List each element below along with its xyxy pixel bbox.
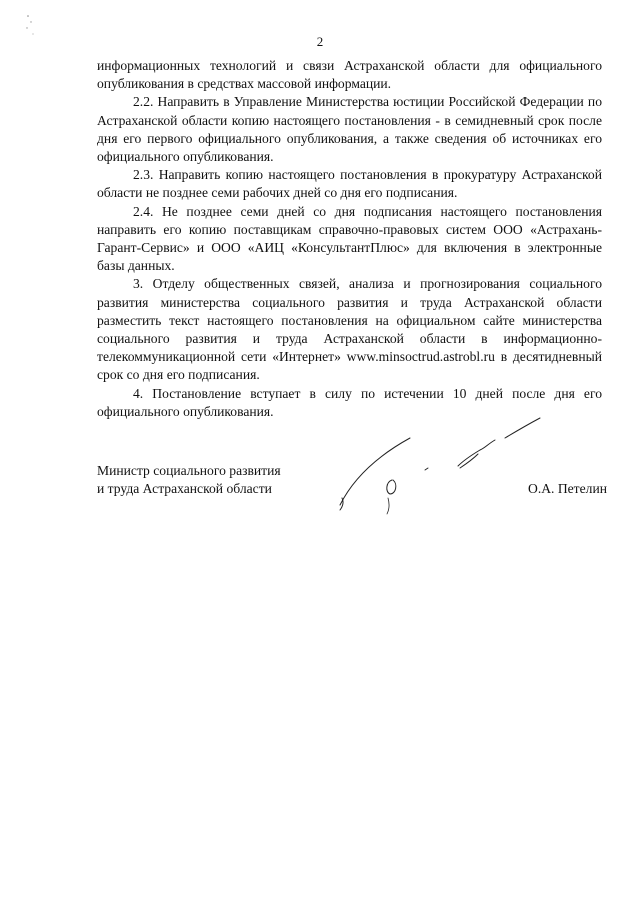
- page-number: 2: [316, 34, 324, 49]
- handwritten-signature: [330, 410, 550, 520]
- paragraph-2-2: 2.2. Направить в Управление Министерства юстиции Российской Федерации по Астраханской области копию настоящего постановления - в семидневный срок после дня его первого официального опубликования, а также сведения об источниках его официального опубликования.: [97, 94, 602, 165]
- signer-title-line1: Министр социального развития: [97, 463, 281, 478]
- paragraph-2-4: 2.4. Не позднее семи дней со дня подписания настоящего постановления направить его копию поставщикам справочно-правовых систем ООО «Астрахань-Гарант-Сервис» и ООО «АИЦ «КонсультантПлюс» для включения в электронные базы данных.: [97, 203, 602, 274]
- paragraph-continuation: информационных технологий и связи Астраханской области для официального опубликования в средствах массовой информации.: [97, 58, 602, 92]
- paragraph-2-3: 2.3. Направить копию настоящего постановления в прокуратуру Астраханской области не позднее семи рабочих дней со дня его подписания.: [97, 167, 602, 201]
- signer-title: [97, 462, 281, 498]
- document-body: [97, 57, 602, 421]
- signer-title-line2: и труда Астраханской области: [97, 481, 272, 497]
- paragraph-4: 4. Постановление вступает в силу по истечении 10 дней после дня его официального опубликования.: [97, 385, 602, 419]
- signer-name: О.А. Петелин: [528, 481, 607, 496]
- paragraph-3: 3. Отделу общественных связей, анализа и прогнозирования социального развития министерства социального развития и труда Астраханской области разместить текст настоящего постановления на официальном сайте министерства социального развития и труда Астраханской области в информационно-телекоммуникационной сети «Интернет» www.minsoctrud.astrobl.ru в десятидневный срок со дня его подписания.: [97, 276, 602, 383]
